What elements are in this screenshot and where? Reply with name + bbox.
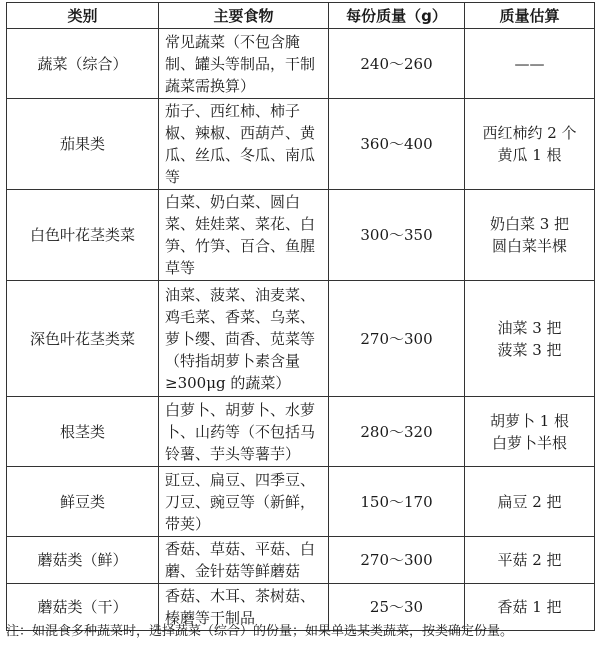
cell-portion-weight: 240～260	[329, 29, 465, 99]
estimate-line: 菠菜 3 把	[497, 340, 562, 359]
estimate-line: 白萝卜半根	[491, 433, 567, 452]
cell-category: 茄果类	[7, 99, 159, 190]
cell-category: 鲜豆类	[7, 467, 159, 537]
cell-weight-estimate	[465, 537, 595, 584]
table-body	[7, 29, 595, 631]
cell-portion-weight: 270～300	[329, 537, 465, 584]
cell-main-foods: 油菜、菠菜、油麦菜、鸡毛菜、香菜、乌菜、萝卜缨、茴香、苋菜等（特指胡萝卜素含量≥300μg 的蔬菜）	[159, 281, 329, 397]
cell-category: 根茎类	[7, 397, 159, 467]
table-row	[7, 537, 595, 584]
cell-main-foods: 白菜、奶白菜、圆白菜、娃娃菜、菜花、白笋、竹笋、百合、鱼腥草等	[159, 190, 329, 281]
cell-portion-weight: 150～170	[329, 467, 465, 537]
cell-main-foods: 香菇、木耳、茶树菇、榛蘑等干制品	[159, 584, 329, 631]
estimate-line: 奶白菜 3 把	[489, 215, 570, 233]
cell-weight-estimate	[465, 29, 595, 99]
cell-category: 蔬菜（综合）	[7, 29, 159, 99]
estimate-line: 圆白菜半棵	[491, 237, 567, 255]
cell-portion-weight: 270～300	[329, 281, 465, 397]
table-row	[7, 190, 595, 281]
vegetable-portion-table	[6, 2, 595, 631]
cell-main-foods: 豇豆、扁豆、四季豆、刀豆、豌豆等（新鲜，带荚）	[159, 467, 329, 537]
estimate-line: 西红柿约 2 个	[482, 124, 577, 142]
table-row	[7, 467, 595, 537]
cell-main-foods: 白萝卜、胡萝卜、水萝卜、山药等（不包括马铃薯、芋头等薯芋）	[159, 397, 329, 467]
estimate-line: 胡萝卜 1 根	[489, 411, 570, 430]
cell-portion-weight: 300～350	[329, 190, 465, 281]
cell-main-foods: 香菇、草菇、平菇、白蘑、金针菇等鲜蘑菇	[159, 537, 329, 584]
cell-weight-estimate	[465, 397, 595, 467]
estimate-line: 平菇 2 把	[497, 551, 562, 569]
cell-category: 蘑菇类（鲜）	[7, 537, 159, 584]
cell-weight-estimate	[465, 190, 595, 281]
header-category: 类别	[7, 3, 159, 29]
cell-weight-estimate	[465, 281, 595, 397]
header-weight-estimate: 质量估算	[465, 3, 595, 29]
table-row	[7, 29, 595, 99]
estimate-line: 黄瓜 1 根	[497, 146, 562, 164]
cell-category: 白色叶花茎类菜	[7, 190, 159, 281]
cell-portion-weight: 25～30	[329, 584, 465, 631]
cell-weight-estimate	[465, 467, 595, 537]
estimate-line: 香菇 1 把	[497, 598, 562, 616]
estimate-line: 油菜 3 把	[497, 318, 562, 337]
cell-main-foods: 常见蔬菜（不包含腌制、罐头等制品，干制蔬菜需换算）	[159, 29, 329, 99]
table-row	[7, 397, 595, 467]
cell-main-foods: 茄子、西红柿、柿子椒、辣椒、西葫芦、黄瓜、丝瓜、冬瓜、南瓜等	[159, 99, 329, 190]
table-row	[7, 99, 595, 190]
cell-portion-weight: 360～400	[329, 99, 465, 190]
cell-weight-estimate	[465, 99, 595, 190]
cell-portion-weight: 280～320	[329, 397, 465, 467]
footnote: 注：如混食多种蔬菜时，选择蔬菜（综合）的份量；如果单选某类蔬菜，按类确定份量。	[6, 624, 514, 639]
cell-category: 蘑菇类（干）	[7, 584, 159, 631]
table-row	[7, 281, 595, 397]
header-main-foods: 主要食物	[159, 3, 329, 29]
cell-category: 深色叶花茎类菜	[7, 281, 159, 397]
estimate-line: ——	[514, 54, 545, 73]
estimate-line: 扁豆 2 把	[497, 492, 562, 511]
table-header-row	[7, 3, 595, 29]
header-portion-weight: 每份质量（g）	[329, 3, 465, 29]
